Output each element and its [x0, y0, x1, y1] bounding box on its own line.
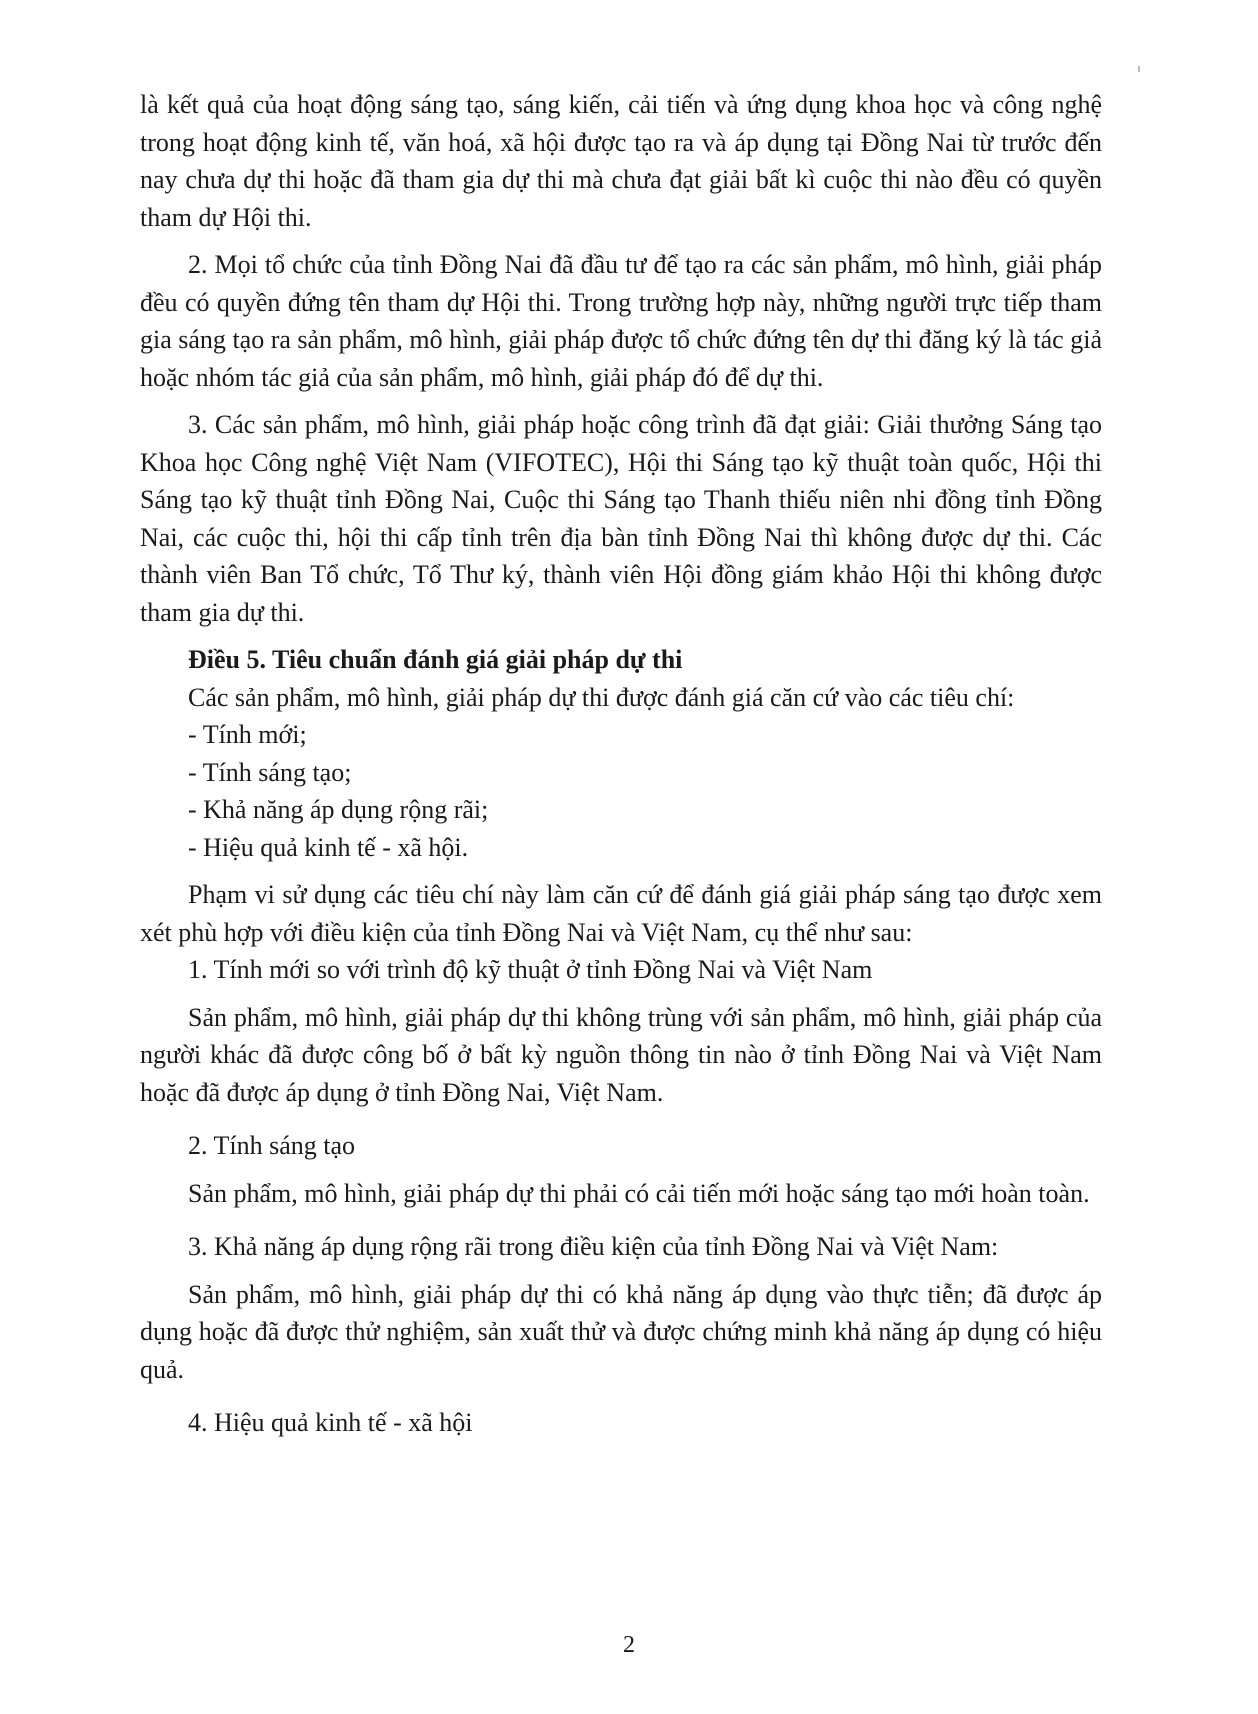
section-title-novelty: 1. Tính mới so với trình độ kỹ thuật ở tỉnh Đồng Nai và Việt Nam — [188, 955, 873, 984]
section-title-applicability: 3. Khả năng áp dụng rộng rãi trong điều kiện của tỉnh Đồng Nai và Việt Nam: — [188, 1232, 999, 1261]
scope-paragraph: Phạm vi sử dụng các tiêu chí này làm căn cứ để đánh giá giải pháp sáng tạo được xem xét phù hợp với điều kiện của tỉnh Đồng Nai và Việt Nam, cụ thể như sau: — [140, 880, 1102, 947]
section-body-creativity: Sản phẩm, mô hình, giải pháp dự thi phải có cải tiến mới hoặc sáng tạo mới hoàn toàn. — [188, 1178, 1090, 1208]
section-title-socioeconomic: 4. Hiệu quả kinh tế - xã hội — [188, 1408, 473, 1437]
criterion-item: - Tính sáng tạo; — [188, 757, 352, 787]
section-body-applicability: Sản phẩm, mô hình, giải pháp dự thi có khả năng áp dụng vào thực tiễn; đã được áp dụng hoặc đã được thử nghiệm, sản xuất thử và được chứng minh khả năng áp dụng có hiệu quả. — [140, 1279, 1102, 1384]
section-title-creativity: 2. Tính sáng tạo — [188, 1131, 356, 1160]
page-number: 2 — [623, 1632, 635, 1658]
document-page — [140, 86, 1102, 1442]
criterion-item: - Tính mới; — [188, 720, 307, 749]
scan-artifact — [1138, 66, 1140, 72]
article-5-intro: Các sản phẩm, mô hình, giải pháp dự thi được đánh giá căn cứ vào các tiêu chí: — [188, 682, 1015, 712]
article-5-heading: Điều 5. Tiêu chuẩn đánh giá giải pháp dự thi — [188, 645, 683, 674]
paragraph-clause-3: 3. Các sản phẩm, mô hình, giải pháp hoặc công trình đã đạt giải: Giải thưởng Sáng tạo Khoa học Công nghệ Việt Nam (VIFOTEC), Hội thi Sáng tạo kỹ thuật toàn quốc, Hội thi Sáng tạo kỹ thuật tỉnh Đồng Nai, Cuộc thi Sáng tạo Thanh thiếu niên nhi đồng tỉnh Đồng Nai, các cuộc thi, hội thi cấp tỉnh trên địa bàn tỉnh Đồng Nai thì không được dự thi. Các thành viên Ban Tổ chức, Tổ Thư ký, thành viên Hội đồng giám khảo Hội thi không được tham gia dự thi. — [140, 410, 1102, 627]
criterion-item: - Khả năng áp dụng rộng rãi; — [188, 795, 489, 824]
paragraph-clause-2: 2. Mọi tổ chức của tỉnh Đồng Nai đã đầu tư để tạo ra các sản phẩm, mô hình, giải pháp đều có quyền đứng tên tham dự Hội thi. Trong trường hợp này, những người trực tiếp tham gia sáng tạo ra sản phẩm, mô hình, giải pháp được tổ chức đứng tên dự thi đăng ký là tác giả hoặc nhóm tác giả của sản phẩm, mô hình, giải pháp đó để dự thi. — [140, 250, 1102, 392]
paragraph-continuation: là kết quả của hoạt động sáng tạo, sáng kiến, cải tiến và ứng dụng khoa học và công nghệ trong hoạt động kinh tế, văn hoá, xã hội được tạo ra và áp dụng tại Đồng Nai từ trước đến nay chưa dự thi hoặc đã tham gia dự thi mà chưa đạt giải bất kì cuộc thi nào đều có quyền tham dự Hội thi. — [140, 90, 1102, 232]
section-body-novelty: Sản phẩm, mô hình, giải pháp dự thi không trùng với sản phẩm, mô hình, giải pháp của người khác đã được công bố ở bất kỳ nguồn thông tin nào ở tỉnh Đồng Nai và Việt Nam hoặc đã được áp dụng ở tỉnh Đồng Nai, Việt Nam. — [140, 1002, 1102, 1107]
criterion-item: - Hiệu quả kinh tế - xã hội. — [188, 832, 469, 862]
